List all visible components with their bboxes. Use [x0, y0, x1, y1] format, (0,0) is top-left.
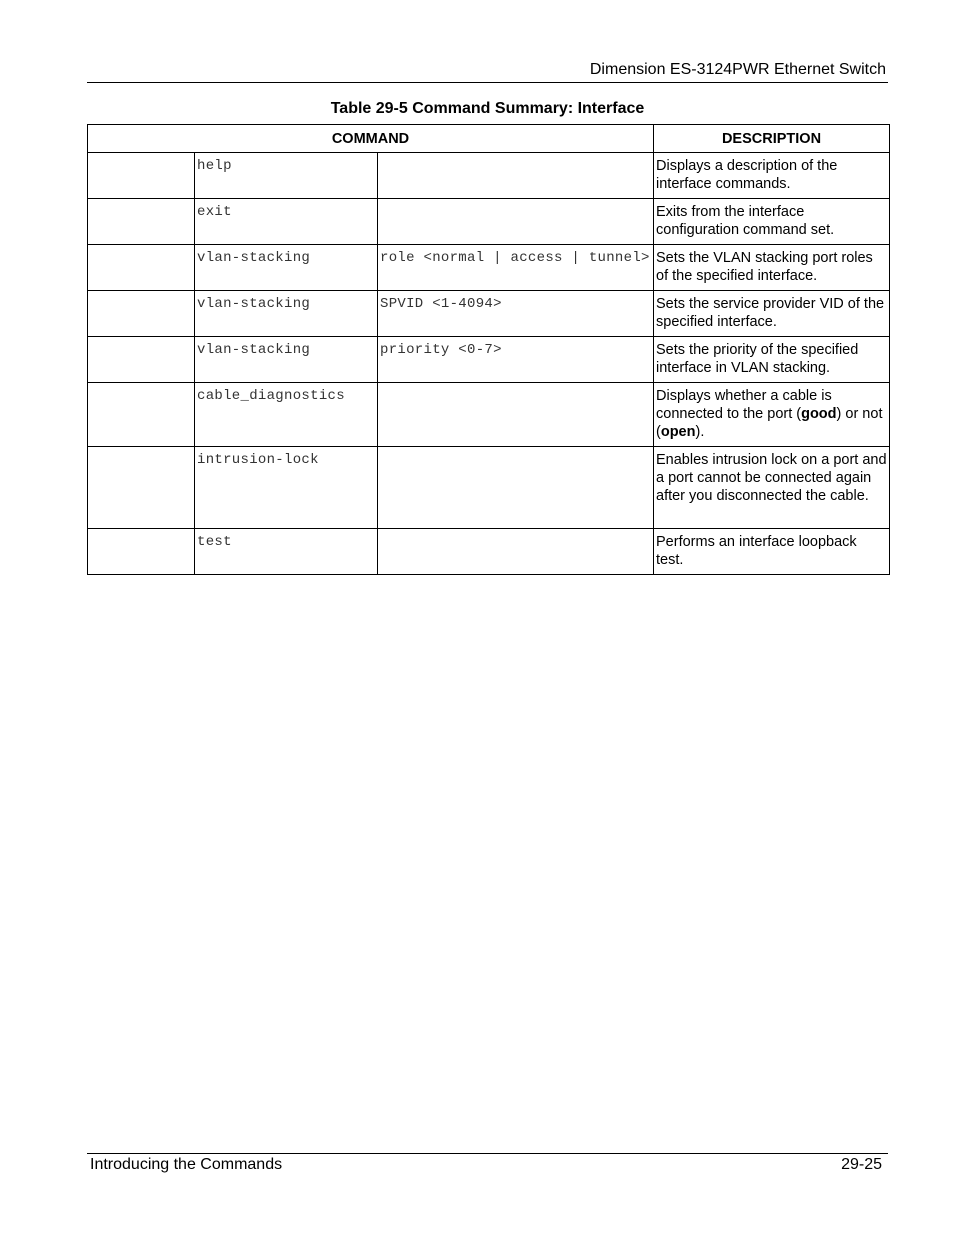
indent-cell — [88, 447, 195, 529]
indent-cell — [88, 291, 195, 337]
table-row — [88, 529, 890, 575]
description-emphasis: good — [801, 406, 837, 422]
indent-cell — [88, 245, 195, 291]
command-cell: test — [195, 529, 378, 575]
argument-cell: priority <0-7> — [378, 337, 654, 383]
argument-cell — [378, 153, 654, 199]
indent-cell — [88, 383, 195, 447]
description-cell — [654, 199, 890, 245]
table-row — [88, 337, 890, 383]
page-header — [87, 60, 888, 83]
indent-cell — [88, 337, 195, 383]
description-text: Enables intrusion lock on a port and a port cannot be connected again after you disconnected the cable. — [656, 452, 887, 504]
command-cell: vlan-stacking — [195, 337, 378, 383]
description-cell — [654, 447, 890, 529]
indent-cell — [88, 199, 195, 245]
description-cell — [654, 337, 890, 383]
command-cell: cable_diagnostics — [195, 383, 378, 447]
description-text: Sets the priority of the specified interface in VLAN stacking. — [656, 342, 859, 376]
command-cell: vlan-stacking — [195, 291, 378, 337]
command-cell: vlan-stacking — [195, 245, 378, 291]
table-row — [88, 199, 890, 245]
indent-cell — [88, 529, 195, 575]
argument-cell — [378, 447, 654, 529]
description-cell — [654, 383, 890, 447]
table-row — [88, 245, 890, 291]
command-cell: help — [195, 153, 378, 199]
description-cell — [654, 245, 890, 291]
column-header-command: COMMAND — [88, 125, 654, 153]
description-cell — [654, 291, 890, 337]
indent-cell — [88, 153, 195, 199]
argument-cell: SPVID <1-4094> — [378, 291, 654, 337]
document-title: Dimension ES-3124PWR Ethernet Switch — [589, 61, 886, 78]
description-text: Performs an interface loopback test. — [656, 534, 857, 568]
footer-page-number: 29-25 — [841, 1156, 882, 1173]
table-caption: Table 29-5 Command Summary: Interface — [330, 100, 645, 117]
command-cell: intrusion-lock — [195, 447, 378, 529]
table-row — [88, 291, 890, 337]
argument-cell — [378, 529, 654, 575]
table-row — [88, 153, 890, 199]
table-row — [88, 447, 890, 529]
description-text: Sets the VLAN stacking port roles of the specified interface. — [656, 250, 873, 284]
description-text: Displays a description of the interface commands. — [656, 158, 838, 192]
argument-cell: role <normal | access | tunnel> — [378, 245, 654, 291]
command-cell: exit — [195, 199, 378, 245]
description-text: ). — [695, 424, 705, 440]
column-header-description: DESCRIPTION — [654, 125, 890, 153]
page-footer — [87, 1153, 888, 1173]
description-text: ) or not ( — [656, 406, 883, 440]
description-emphasis: open — [660, 424, 696, 440]
description-text: Exits from the interface configuration command set. — [656, 204, 835, 238]
description-cell — [654, 153, 890, 199]
footer-chapter-title: Introducing the Commands — [90, 1156, 283, 1173]
argument-cell — [378, 383, 654, 447]
table-header-row — [88, 125, 890, 153]
command-summary-table — [87, 124, 890, 575]
description-text: Displays whether a cable is connected to the port ( — [656, 388, 832, 422]
description-text: Sets the service provider VID of the specified interface. — [656, 296, 885, 330]
argument-cell — [378, 199, 654, 245]
table-row — [88, 383, 890, 447]
description-cell — [654, 529, 890, 575]
